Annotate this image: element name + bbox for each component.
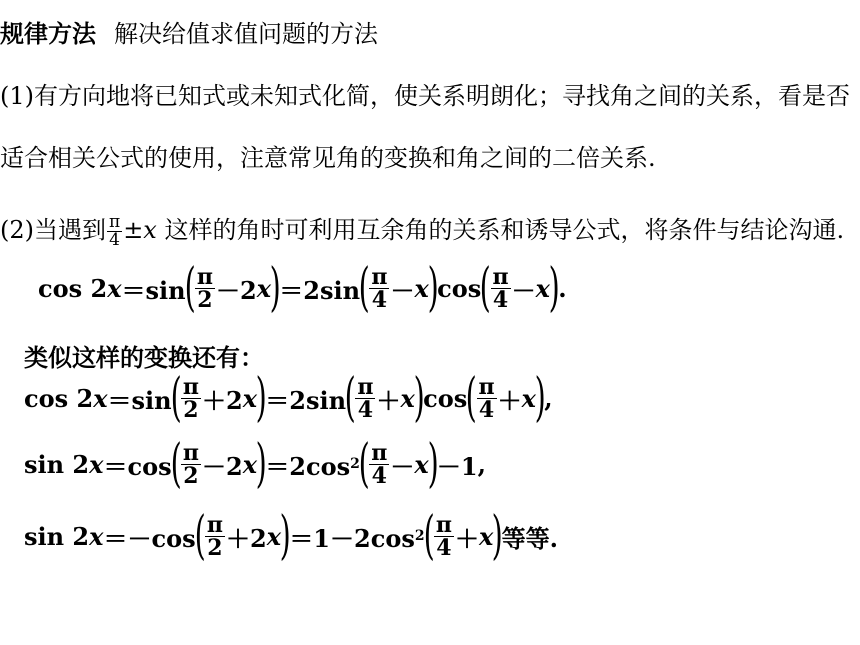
math-term: x	[266, 521, 282, 551]
math-term: －	[511, 275, 536, 305]
parenthesis: (	[170, 368, 182, 428]
equation-1	[38, 258, 567, 318]
math-term: π	[371, 263, 388, 290]
math-term: cos	[437, 273, 482, 303]
subtitle: 类似这样的变换还有：	[24, 343, 264, 372]
parenthesis: )	[427, 434, 439, 494]
para2-prefix: (2)当遇到	[0, 216, 106, 244]
math-term: －	[390, 275, 415, 305]
parenthesis: (	[465, 368, 477, 428]
math-term: 等等.	[501, 523, 558, 553]
math-term: π	[371, 439, 388, 466]
math-term: x	[414, 449, 429, 479]
math-term: 4	[492, 286, 509, 313]
parenthesis: )	[255, 368, 267, 428]
title-text: 解决给值求值问题的方法	[114, 20, 378, 48]
math-term: ＋	[376, 385, 401, 415]
math-term: 2	[197, 286, 213, 313]
math-term: 2	[207, 534, 223, 561]
parenthesis: )	[279, 506, 291, 566]
math-term: π	[492, 263, 509, 290]
math-term: ,	[477, 449, 486, 479]
math-term: x	[242, 449, 258, 479]
math-term: ＝cos	[103, 451, 172, 481]
parenthesis: (	[479, 258, 491, 318]
parenthesis: )	[427, 258, 439, 318]
math-term: 4	[371, 286, 388, 313]
equation-4	[24, 506, 558, 566]
math-term: x	[521, 383, 536, 413]
math-term: ＋2	[226, 523, 267, 553]
fraction	[491, 263, 511, 313]
paragraph-1-line-1: (1)有方向地将已知式或未知式化简，使关系明朗化；寻找角之间的关系，看是否	[0, 82, 850, 110]
math-term: cos 2	[38, 273, 108, 303]
math-term: x	[414, 273, 429, 303]
math-term: 2	[414, 528, 425, 544]
math-term: .	[558, 273, 567, 303]
fraction	[195, 263, 215, 313]
fraction	[477, 373, 497, 423]
parenthesis: )	[255, 434, 267, 494]
parenthesis: )	[413, 368, 425, 428]
math-term: ,	[544, 383, 553, 413]
math-term: π	[357, 373, 374, 400]
math-term: x	[479, 521, 494, 551]
math-term: －2	[215, 275, 257, 305]
math-term: 2	[183, 396, 199, 423]
title-head: 规律方法	[0, 19, 96, 48]
math-term: π	[478, 373, 495, 400]
math-term: π	[206, 511, 223, 538]
math-term: π	[435, 511, 452, 538]
math-term: π	[182, 439, 199, 466]
math-term: 4	[436, 534, 452, 561]
math-term: 4	[371, 462, 387, 489]
math-term: ＝sin	[107, 385, 172, 415]
math-term: 4	[357, 396, 374, 423]
fraction	[369, 439, 389, 489]
math-term: ＝sin	[121, 275, 186, 305]
math-term: sin 2	[24, 449, 90, 479]
parenthesis: )	[534, 368, 546, 428]
parenthesis: (	[184, 258, 196, 318]
math-term: ＋	[497, 385, 522, 415]
paragraph-1-line-2: 适合相关公式的使用，注意常见角的变换和角之间的二倍关系.	[0, 144, 656, 172]
math-term: ＝2sin	[279, 275, 361, 305]
math-term: cos 2	[24, 383, 94, 413]
math-term: x	[107, 273, 122, 303]
math-term: x	[256, 273, 271, 303]
math-term: cos	[423, 383, 468, 413]
math-term: ＋	[455, 523, 479, 553]
math-term: π	[196, 263, 213, 290]
math-term: 4	[478, 396, 495, 423]
parenthesis: )	[491, 506, 504, 566]
math-term: －	[390, 451, 415, 481]
math-term: 2	[183, 462, 199, 489]
math-term: ＝－cos	[103, 523, 196, 553]
fraction	[205, 511, 225, 561]
parenthesis: (	[170, 434, 182, 494]
fraction	[181, 439, 201, 489]
section-title	[0, 14, 378, 49]
math-term: π	[182, 373, 199, 400]
fraction	[181, 373, 201, 423]
math-term: x	[89, 521, 104, 551]
equation-2	[24, 368, 553, 428]
math-term: x	[89, 449, 104, 479]
math-term: x	[535, 273, 550, 303]
math-term: ＝2cos	[265, 451, 351, 481]
math-term: －1	[436, 451, 478, 481]
fraction	[355, 373, 375, 423]
pi-over-4-fraction: $\frac{\pi}{4}$	[109, 212, 121, 250]
math-term: 2	[350, 456, 360, 472]
parenthesis: (	[194, 506, 206, 566]
math-term: ＝2sin	[265, 385, 347, 415]
math-term: x	[242, 383, 257, 413]
para2-suffix: 这样的角时可利用互余角的关系和诱导公式，将条件与结论沟通.	[164, 216, 845, 244]
parenthesis: (	[423, 506, 435, 566]
parenthesis: (	[358, 434, 370, 494]
paragraph-2	[0, 210, 844, 249]
fraction	[434, 511, 454, 561]
parenthesis: (	[344, 368, 356, 428]
math-term: x	[400, 383, 415, 413]
math-term: sin 2	[24, 521, 90, 551]
math-term: x	[93, 383, 108, 413]
parenthesis: )	[269, 258, 281, 318]
math-term: ＋2	[201, 385, 243, 415]
math-term: ＝1－2cos	[289, 523, 415, 553]
fraction	[369, 263, 389, 313]
parenthesis: )	[548, 258, 560, 318]
math-term: －2	[202, 451, 243, 481]
pm-x: ±x	[123, 216, 157, 244]
parenthesis: (	[358, 258, 370, 318]
equation-3	[24, 434, 486, 494]
